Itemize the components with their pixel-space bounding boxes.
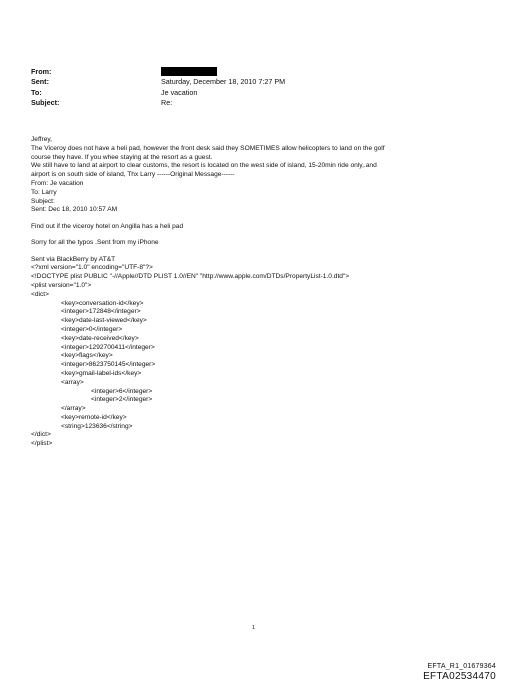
plist-entry: <integer>8623750145</integer>: [61, 361, 156, 369]
subject-row: [31, 98, 471, 109]
plist-entry: <integer>172848</integer>: [61, 308, 141, 316]
greeting: Jeffrey,: [31, 136, 53, 143]
plist-entry: <integer>1292700411</integer>: [61, 343, 155, 351]
spacer: [31, 248, 483, 256]
xml-declaration: <?xml version="1.0" encoding="UTF-8"?>: [31, 264, 153, 272]
doctype-line: <!DOCTYPE plist PUBLIC "-//Apple//DTD PLIST 1.0//EN" "http://www.apple.com/DTDs/PropertyList-1.0.dtd">: [31, 273, 350, 281]
plist-entry: <key>conversation-id</key>: [61, 299, 144, 307]
to-row: [31, 87, 471, 98]
document-ids: [423, 663, 496, 682]
plist-open: <plist version="1.0">: [31, 281, 92, 289]
original-subject: Subject:: [31, 197, 55, 205]
plist-entry: <key>date-received</key>: [61, 334, 139, 342]
plist-entry: <string>123636</string>: [61, 422, 133, 430]
array-item: <integer>2</integer>: [91, 396, 153, 404]
email-header: [31, 66, 471, 108]
question-line: Find out if the viceroy hotel on Angilla has a heli pad: [31, 222, 184, 230]
plist-entry: <key>remote-id</key>: [61, 413, 127, 421]
spacer: [31, 232, 483, 240]
typos-line: Sorry for all the typos .Sent from my iPhone: [31, 239, 159, 247]
plist-entry: <key>gmail-label-ids</key>: [61, 369, 142, 377]
subject-value: Re:: [161, 98, 173, 108]
document-id-large: EFTA02534470: [423, 671, 496, 682]
from-label: From:: [31, 66, 52, 76]
to-value: Je vacation: [161, 87, 198, 97]
body-line: course they have. If you whee staying at the resort as a guest.: [31, 153, 213, 161]
original-from: From: Je vacation: [31, 179, 84, 187]
dict-open: <dict>: [31, 290, 49, 298]
redaction-block: [161, 67, 217, 76]
subject-label: Subject:: [31, 98, 60, 108]
plist-entry: <integer>0</integer>: [61, 325, 123, 333]
plist-entry: <key>flags</key>: [61, 352, 113, 360]
body-line: We still have to land at airport to clear customs, the resort is located on the west side of island, 15-20min ride only,.and: [31, 162, 377, 170]
body-line: The Viceroy does not have a heli pad, however the front desk said they SOMETIMES allow helicopters to land on the golf: [31, 144, 385, 152]
array-close: </array>: [61, 405, 86, 413]
array-open: <array>: [61, 378, 84, 386]
original-sent: Sent: Dec 18, 2010 10:57 AM: [31, 206, 118, 214]
original-to: To: Larry: [31, 188, 57, 196]
dict-close: </dict>: [31, 431, 51, 439]
body-line: airport is on south side of island, Thx Larry ------Original Message------: [31, 171, 235, 179]
sent-via-line: Sent via BlackBerry by AT&T: [31, 255, 116, 263]
page-number: 1: [252, 625, 256, 631]
plist-entry: <key>date-last-viewed</key>: [61, 317, 147, 325]
email-body: [31, 136, 483, 449]
sent-value: Saturday, December 18, 2010 7:27 PM: [161, 77, 286, 87]
from-row: [31, 66, 471, 77]
spacer: [31, 215, 483, 223]
plist-close: </plist>: [31, 440, 53, 448]
sent-label: Sent:: [31, 77, 49, 87]
to-label: To:: [31, 87, 42, 97]
sent-row: [31, 77, 471, 88]
array-item: <integer>6</integer>: [91, 387, 153, 395]
document-id-small: EFTA_R1_01679364: [427, 663, 496, 670]
from-value: [161, 66, 471, 76]
